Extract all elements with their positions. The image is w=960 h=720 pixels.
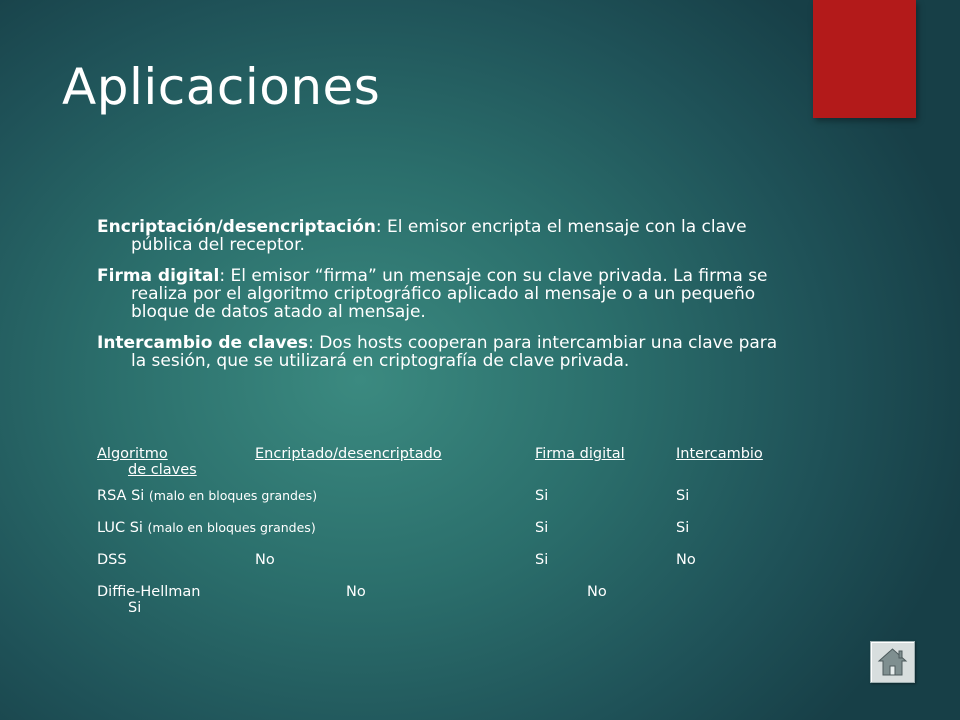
algo-sign: Si: [535, 520, 549, 536]
bullet-digital-signature: [97, 267, 797, 321]
algo-exch: Si: [676, 520, 690, 536]
table-row: [97, 552, 786, 584]
algo-name: RSA: [97, 488, 127, 504]
table-header-cell: [535, 446, 676, 488]
algo-exch: Si: [128, 600, 142, 616]
header-exchange-cont: de claves: [128, 462, 197, 478]
algo-sign: Si: [535, 552, 549, 568]
home-button[interactable]: [870, 641, 915, 683]
algo-enc: No: [346, 584, 366, 600]
table-row: [97, 584, 786, 624]
algo-note: (malo en bloques grandes): [147, 520, 316, 535]
table-header-row: [97, 446, 786, 488]
bullet-key-exchange: [97, 334, 797, 370]
header-encryption: Encriptado/desencriptado: [255, 446, 442, 462]
table-cell: [97, 552, 255, 584]
bullet-term: Firma digital: [97, 266, 220, 286]
bullet-separator: :: [308, 333, 320, 353]
table-cell: [255, 552, 535, 584]
table-cell: [535, 520, 676, 552]
bullet-text: El emisor encripta el mensaje con la clave pública del receptor.: [131, 217, 747, 255]
algo-sign: No: [587, 584, 607, 600]
header-signature: Firma digital: [535, 446, 625, 462]
table-cell: [676, 488, 786, 520]
algo-name: LUC: [97, 520, 126, 536]
table-cell: [676, 520, 786, 552]
table-cell: [535, 552, 676, 584]
algo-name: DSS: [97, 552, 127, 568]
table-cell: [535, 488, 676, 520]
header-exchange: Intercambio: [676, 446, 763, 462]
header-algorithm: Algoritmo: [97, 446, 168, 462]
algo-name: Diffie-Hellman: [97, 584, 201, 600]
bullet-text: El emisor “firma” un mensaje con su clave privada. La firma se realiza por el algoritmo criptográfico aplicado al mensaje o a un pequeño bloque de datos atado al mensaje.: [131, 266, 768, 322]
bullet-list: [97, 218, 797, 383]
table-row: [97, 520, 786, 552]
table-header-cell: [255, 446, 535, 488]
algo-enc: No: [255, 552, 275, 568]
table-cell: [97, 520, 535, 552]
bullet-term: Encriptación/desencriptación: [97, 217, 376, 237]
bullet-separator: :: [219, 266, 231, 286]
algo-exch: No: [676, 552, 696, 568]
bullet-encryption: [97, 218, 797, 254]
slide-title: Aplicaciones: [62, 58, 381, 116]
algo-note: (malo en bloques grandes): [148, 488, 318, 503]
table-cell: [676, 552, 786, 584]
home-icon: [877, 647, 908, 677]
bullet-text: Dos hosts cooperan para intercambiar una clave para la sesión, que se utilizará en criptografía de clave privada.: [131, 333, 778, 371]
table-header-cell: [676, 446, 786, 488]
table-cell: [97, 488, 535, 520]
algorithm-table: [97, 446, 786, 624]
table-cell: [97, 584, 786, 624]
bullet-separator: :: [375, 217, 387, 237]
accent-bar: [813, 0, 916, 118]
algo-exch: Si: [676, 488, 690, 504]
algo-enc: Si: [131, 488, 145, 504]
algo-sign: Si: [535, 488, 549, 504]
algo-enc: Si: [129, 520, 143, 536]
bullet-term: Intercambio de claves: [97, 333, 309, 353]
table-row: [97, 488, 786, 520]
